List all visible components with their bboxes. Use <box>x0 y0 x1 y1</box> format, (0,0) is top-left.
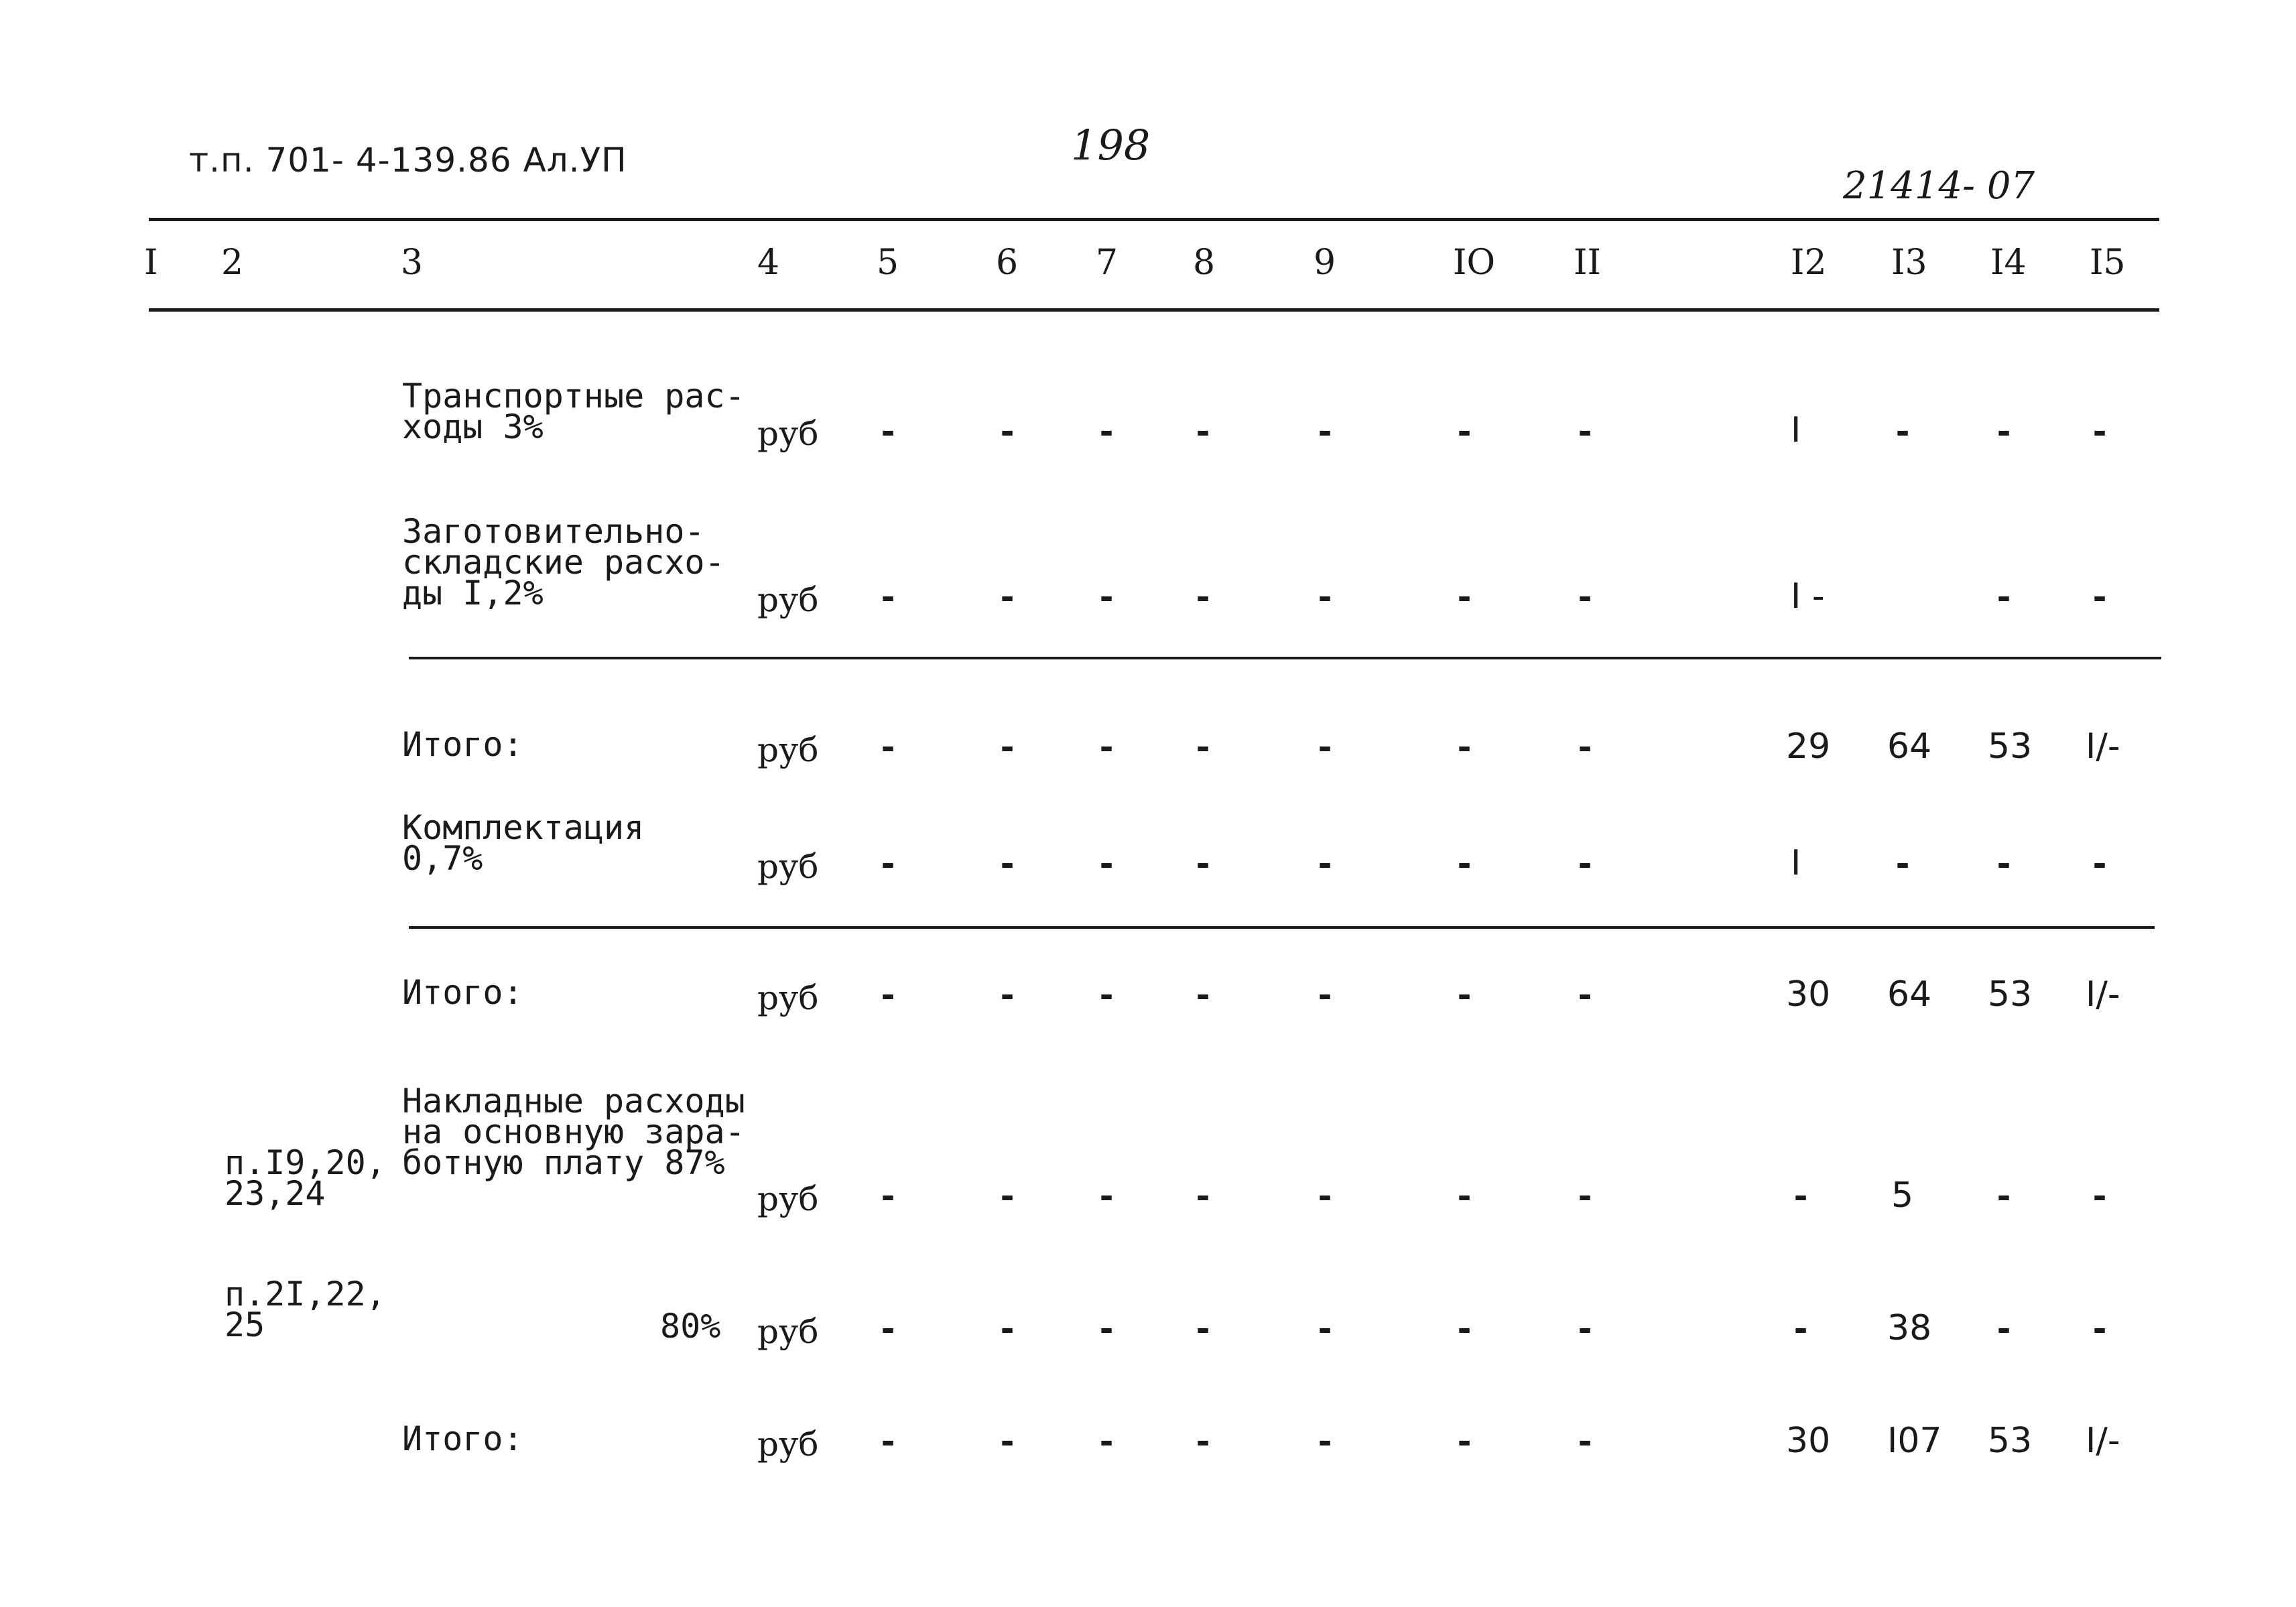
row-reference: п.I9,20, 23,24 <box>225 1143 386 1213</box>
row-description: Накладные расходы на основную зара- ботную плату 87% <box>402 1082 745 1182</box>
cell-c9: - <box>1315 412 1336 451</box>
row-unit: руб <box>757 1179 819 1218</box>
column-header-3: 3 <box>401 243 424 283</box>
cell-c6: - <box>997 1177 1018 1216</box>
cell-c11: - <box>1575 976 1596 1015</box>
cell-c8: - <box>1193 412 1214 451</box>
header-top-rule <box>149 218 2159 221</box>
column-header-2: 2 <box>221 243 244 283</box>
cell-c15: I/- <box>2086 974 2120 1015</box>
cell-c5: - <box>878 412 899 451</box>
cell-c9: - <box>1315 578 1336 617</box>
cell-c5: - <box>878 1422 899 1461</box>
column-header-14: I4 <box>1990 243 2027 283</box>
cell-c6: - <box>997 976 1018 1015</box>
cell-c10: - <box>1454 844 1475 883</box>
cell-c13: 5 <box>1891 1175 1914 1216</box>
cell-c7: - <box>1096 412 1117 451</box>
cell-c12: 29 <box>1786 726 1831 767</box>
column-header-12: I2 <box>1791 243 1827 283</box>
cell-c5: - <box>878 976 899 1015</box>
cell-c12: 30 <box>1786 974 1831 1015</box>
cell-c12: 30 <box>1786 1421 1831 1461</box>
subtotal-rule-2 <box>409 926 2155 929</box>
row-unit: руб <box>757 1425 819 1464</box>
cell-c5: - <box>878 578 899 617</box>
cell-c7: - <box>1096 844 1117 883</box>
row-unit: руб <box>757 978 819 1017</box>
cell-c13: 64 <box>1887 974 1932 1015</box>
row-unit: руб <box>757 1312 819 1351</box>
sheet-code: 21414- 07 <box>1843 164 2035 208</box>
cell-c13: 38 <box>1887 1308 1932 1348</box>
cell-c14: 53 <box>1988 1421 2033 1461</box>
row-description: Транспортные рас- ходы 3% <box>402 377 745 446</box>
cell-c13: - <box>1893 412 1913 451</box>
cell-c15: I/- <box>2086 726 2120 767</box>
cell-c12: I - <box>1791 576 1825 617</box>
row-unit: руб <box>757 730 819 769</box>
cell-c10: - <box>1454 412 1475 451</box>
cell-c11: - <box>1575 1309 1596 1348</box>
cell-c6: - <box>997 412 1018 451</box>
row-description: 80% <box>660 1307 721 1346</box>
cell-c6: - <box>997 1309 1018 1348</box>
cell-c5: - <box>878 1177 899 1216</box>
cell-c11: - <box>1575 1177 1596 1216</box>
cell-c14: - <box>1994 412 2015 451</box>
cell-c15: - <box>2090 412 2110 451</box>
cell-c8: - <box>1193 976 1214 1015</box>
row-unit: руб <box>757 847 819 886</box>
cell-c9: - <box>1315 844 1336 883</box>
cell-c13: I07 <box>1887 1421 1942 1461</box>
column-header-5: 5 <box>877 243 899 283</box>
cell-c15: - <box>2090 844 2110 883</box>
cell-c8: - <box>1193 1309 1214 1348</box>
cell-c11: - <box>1575 728 1596 767</box>
cell-c10: - <box>1454 1422 1475 1461</box>
cell-c12: I <box>1791 410 1801 450</box>
column-header-1: I <box>144 243 158 283</box>
cell-c5: - <box>878 844 899 883</box>
cell-c15: - <box>2090 1309 2110 1348</box>
cell-c11: - <box>1575 844 1596 883</box>
cell-c7: - <box>1096 1177 1117 1216</box>
cell-c10: - <box>1454 1177 1475 1216</box>
cell-c12: - <box>1791 1177 1811 1216</box>
cell-c6: - <box>997 728 1018 767</box>
cell-c7: - <box>1096 728 1117 767</box>
cell-c8: - <box>1193 578 1214 617</box>
column-header-10: IO <box>1453 243 1496 283</box>
cell-c6: - <box>997 578 1018 617</box>
cell-c5: - <box>878 728 899 767</box>
cell-c6: - <box>997 844 1018 883</box>
row-unit: руб <box>757 580 819 619</box>
cell-c14: 53 <box>1988 726 2033 767</box>
cell-c9: - <box>1315 728 1336 767</box>
cell-c9: - <box>1315 1177 1336 1216</box>
row-reference: п.2I,22, 25 <box>225 1275 386 1344</box>
column-header-11: II <box>1574 243 1602 283</box>
cell-c8: - <box>1193 1177 1214 1216</box>
cell-c9: - <box>1315 976 1336 1015</box>
cell-c15: I/- <box>2086 1421 2120 1461</box>
row-unit: руб <box>757 414 819 453</box>
cell-c11: - <box>1575 578 1596 617</box>
cell-c10: - <box>1454 976 1475 1015</box>
row-description: Итого: <box>402 1419 523 1458</box>
column-header-6: 6 <box>996 243 1019 283</box>
cell-c9: - <box>1315 1309 1336 1348</box>
column-header-7: 7 <box>1096 243 1119 283</box>
row-description: Заготовительно- складские расхо- ды I,2% <box>402 512 725 613</box>
cell-c7: - <box>1096 976 1117 1015</box>
document-reference: т.п. 701- 4-139.86 Ал.УП <box>189 141 627 180</box>
cell-c7: - <box>1096 1422 1117 1461</box>
column-header-4: 4 <box>757 243 780 283</box>
cell-c15: - <box>2090 1177 2110 1216</box>
cell-c14: 53 <box>1988 974 2033 1015</box>
cell-c13: 64 <box>1887 726 1932 767</box>
cell-c11: - <box>1575 1422 1596 1461</box>
column-header-13: I3 <box>1891 243 1927 283</box>
row-description: Комплектация 0,7% <box>402 808 645 878</box>
cell-c6: - <box>997 1422 1018 1461</box>
row-description: Итого: <box>402 973 523 1012</box>
subtotal-rule-1 <box>409 657 2161 659</box>
cell-c8: - <box>1193 844 1214 883</box>
column-header-15: I5 <box>2090 243 2126 283</box>
cell-c14: - <box>1994 1309 2015 1348</box>
cell-c14: - <box>1994 844 2015 883</box>
cell-c10: - <box>1454 578 1475 617</box>
cell-c10: - <box>1454 1309 1475 1348</box>
cell-c8: - <box>1193 728 1214 767</box>
cell-c14: - <box>1994 578 2015 617</box>
column-header-9: 9 <box>1314 243 1336 283</box>
cell-c12: - <box>1791 1309 1811 1348</box>
cell-c7: - <box>1096 1309 1117 1348</box>
cell-c7: - <box>1096 578 1117 617</box>
cell-c15: - <box>2090 578 2110 617</box>
cell-c8: - <box>1193 1422 1214 1461</box>
page-number: 198 <box>1071 121 1151 170</box>
cell-c10: - <box>1454 728 1475 767</box>
cell-c13: - <box>1893 844 1913 883</box>
row-description: Итого: <box>402 725 523 764</box>
cell-c9: - <box>1315 1422 1336 1461</box>
header-bottom-rule <box>149 308 2159 312</box>
cell-c12: I <box>1791 843 1801 883</box>
cell-c14: - <box>1994 1177 2015 1216</box>
cell-c11: - <box>1575 412 1596 451</box>
column-header-8: 8 <box>1193 243 1216 283</box>
cell-c5: - <box>878 1309 899 1348</box>
